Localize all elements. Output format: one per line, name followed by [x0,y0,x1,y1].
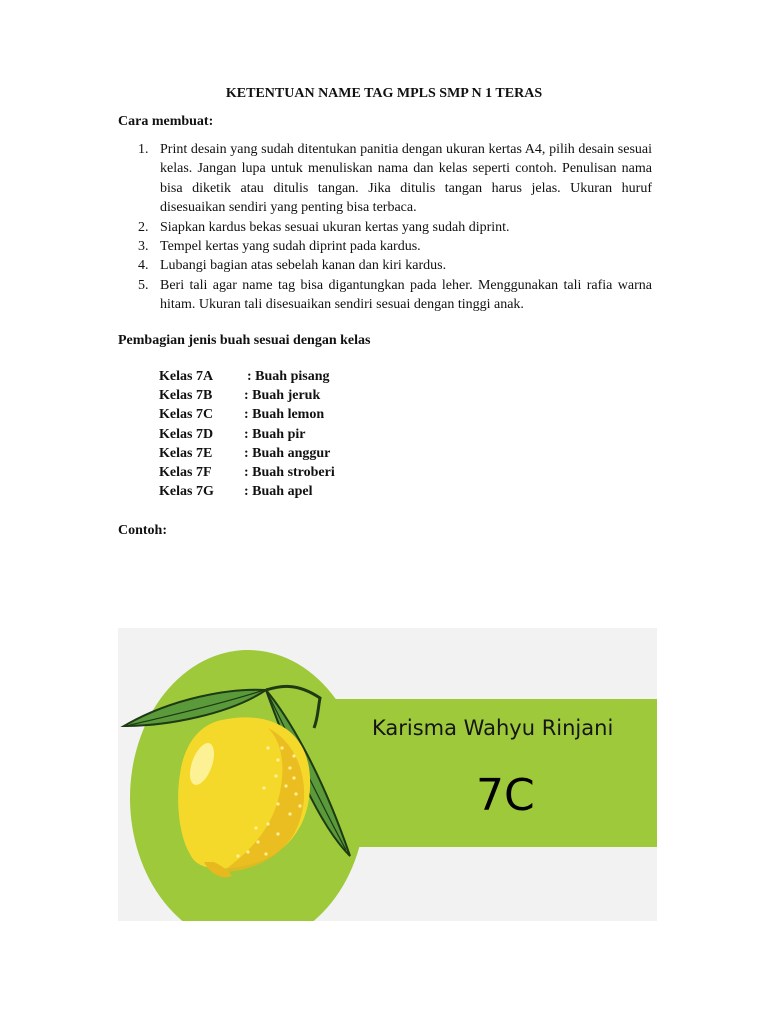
class-row [159,405,335,424]
class-fruit: : Buah stroberi [244,465,335,481]
class-fruit: : Buah jeruk [244,388,321,404]
class-row [159,386,335,405]
step-text: Print desain yang sudah ditentukan panitia dengan ukuran kertas A4, pilih desain sesuai kelas. Jangan lupa untuk menuliskan nama dan kelas seperti contoh. Penulisan nama bisa diketik atau ditulis tangan. Jika ditulis tangan harus jelas. Ukuran huruf disesuaikan sendiri yang penting bisa terbaca. [160,142,652,216]
class-row [159,367,335,386]
class-name: Kelas 7G [159,484,214,500]
name-tag-graphic [118,628,657,921]
class-name: Kelas 7D [159,426,214,442]
step-number: 5. [138,277,149,293]
class-name: Kelas 7A [159,369,214,384]
step-item [118,218,652,237]
class-fruit-list [159,367,335,501]
class-row [159,482,335,501]
step-item [118,237,652,256]
step-text: Siapkan kardus bekas sesuai ukuran kertas yang sudah diprint. [160,219,510,235]
class-name: Kelas 7B [159,388,213,404]
section-heading-cara-membuat: Cara membuat: [118,114,214,129]
class-name: Kelas 7E [159,445,213,461]
class-fruit: : Buah lemon [244,407,325,423]
step-text: Lubangi bagian atas sebelah kanan dan kiri kardus. [160,258,447,274]
step-number: 2. [138,219,149,235]
class-row [159,425,335,444]
step-item [118,276,652,315]
class-fruit: : Buah apel [244,484,313,500]
class-fruit: : Buah pir [244,426,306,442]
step-item [118,140,652,218]
name-tag-example [118,628,657,921]
step-item [118,256,652,275]
page-title: KETENTUAN NAME TAG MPLS SMP N 1 TERAS [225,86,543,101]
step-number: 4. [138,258,149,274]
step-number: 3. [138,239,149,255]
section-heading-pembagian: Pembagian jenis buah sesuai dengan kelas [118,333,371,348]
class-fruit: : Buah pisang [247,369,330,384]
step-number: 1. [138,142,149,157]
class-name: Kelas 7C [159,407,214,423]
tag-student-name: Karisma Wahyu Rinjani [372,716,614,740]
tag-student-class: 7C [476,770,535,821]
class-row [159,444,335,463]
step-text: Beri tali agar name tag bisa digantungkan pada leher. Menggunakan tali rafia warna hitam. Ukuran tali disesuaikan sendiri sesuai dengan tinggi anak. [160,277,652,313]
class-row [159,463,335,482]
section-heading-contoh: Contoh: [118,523,168,538]
steps-list [118,140,652,315]
class-name: Kelas 7F [159,465,212,481]
step-text: Tempel kertas yang sudah diprint pada kardus. [160,239,421,255]
class-fruit: : Buah anggur [244,445,331,461]
